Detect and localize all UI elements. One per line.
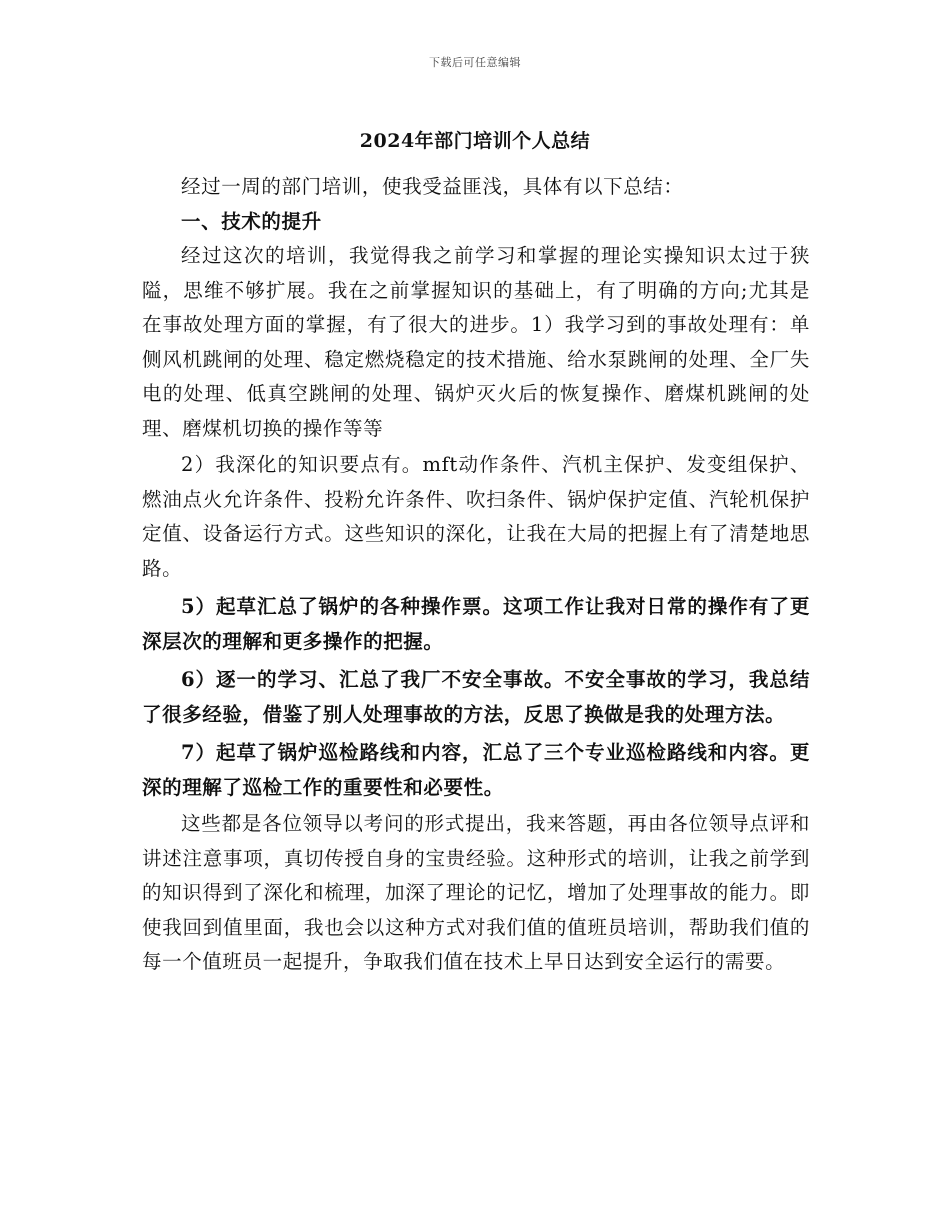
- section-heading: 一、技术的提升: [181, 209, 322, 233]
- closing-paragraph: 这些都是各位领导以考问的形式提出，我来答题，再由各位领导点评和讲述注意事项，真切传授自身的宝贵经验。这种形式的培训，让我之前学到的知识得到了深化和梳理，加深了理论的记忆，增加了处理事故的能力。即使我回到值里面，我也会以这种方式对我们值的值班员培训，帮助我们值的每一个值班员一起提升，争取我们值在技术上早日达到安全运行的需要。: [142, 812, 810, 973]
- document-body: [142, 170, 810, 980]
- bold-paragraph: 7）起草了锅炉巡检路线和内容，汇总了三个专业巡检路线和内容。更深的理解了巡检工作的重要性和必要性。: [142, 741, 810, 799]
- body-paragraph: 2）我深化的知识要点有。mft动作条件、汽机主保护、发变组保护、燃油点火允许条件、投粉允许条件、吹扫条件、锅炉保护定值、汽轮机保护定值、设备运行方式。这些知识的深化，让我在大局的把握上有了清楚地思路。: [142, 453, 810, 580]
- body-paragraph: 经过这次的培训，我觉得我之前学习和掌握的理论实操知识太过于狭隘，思维不够扩展。我在之前掌握知识的基础上，有了明确的方向;尤其是在事故处理方面的掌握，有了很大的进步。1）我学习到的事故处理有：单侧风机跳闸的处理、稳定燃烧稳定的技术措施、给水泵跳闸的处理、全厂失电的处理、低真空跳闸的处理、锅炉灭火后的恢复操作、磨煤机跳闸的处理、磨煤机切换的操作等等: [142, 244, 810, 440]
- document-title: 2024年部门培训个人总结: [359, 130, 591, 152]
- header-note: 下载后可任意编辑: [429, 56, 521, 69]
- intro-paragraph: 经过一周的部门培训，使我受益匪浅，具体有以下总结：: [181, 175, 684, 198]
- bold-paragraph: 6）逐一的学习、汇总了我厂不安全事故。不安全事故的学习，我总结了很多经验，借鉴了别人处理事故的方法，反思了换做是我的处理方法。: [142, 668, 810, 726]
- bold-paragraph: 5）起草汇总了锅炉的各种操作票。这项工作让我对日常的操作有了更深层次的理解和更多操作的把握。: [142, 595, 810, 653]
